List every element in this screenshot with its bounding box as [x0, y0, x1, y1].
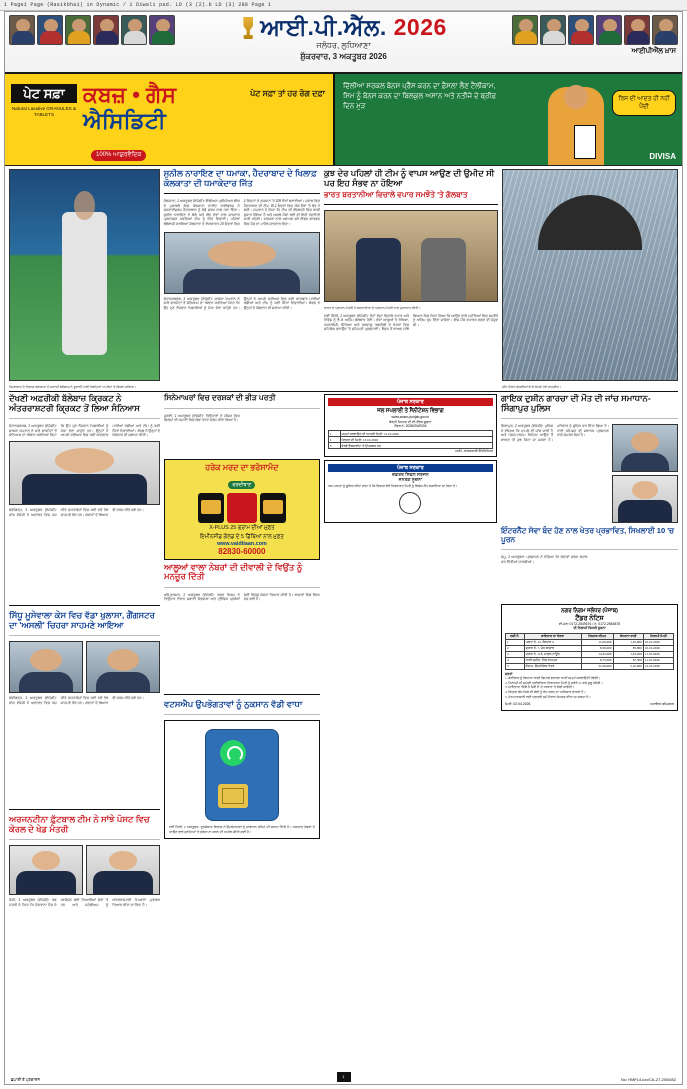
- singapore-body: ਸਿੰਗਾਪੁਰ, 2 ਅਕਤੂਬਰ (ਏਜੰਸੀ)- ਪੁਲਿਸ ਨੇ ਦੱਸਿਆ ਕਿ ਮਾਮਲੇ ਦੀ ਜਾਂਚ ਜਾਰੀ ਹੈ ਅਤੇ ਪੋਸਟਮਾਰਟਮ ਰਿਪੋਰਟ ਆਉਣ ਤੋਂ ਬਾਅਦ ਹੀ ਕੁਝ ਕਿਹਾ ਜਾ ਸਕਦਾ ਹੈ। ਪਰਿਵਾਰ ਨੂੰ ਸੂਚਿਤ ਕਰ ਦਿੱਤਾ ਗਿਆ ਹੈ। ਹਾਈ ਕਮਿਸ਼ਨ ਵੀ ਸਥਾਨਕ ਪ੍ਰਸ਼ਾਸਨ ਨਾਲ ਸੰਪਰਕ ਵਿਚ ਹੈ।: [501, 424, 609, 443]
- mid-ad-brand: ਵਰਦੀਬਾਣ: [228, 481, 255, 489]
- civil-surgeon-notice[interactable]: [324, 460, 497, 523]
- rain-photo: [502, 169, 678, 381]
- lead-photo: [9, 169, 160, 381]
- masthead-date: ਸ਼ੁੱਕਰਵਾਰ, 3 ਅਕਤੂਬਰ 2026: [300, 52, 387, 61]
- cell: 85,000: [613, 645, 643, 651]
- retirement-body-cont: ਚੰਡੀਗੜ੍ਹ, 2 ਅਕਤੂਬਰ (ਏਜੰਸੀ)- ਜਾਂਚ ਏਜੰਸੀ ਨੇ ਅਦਾਲਤ ਵਿਚ ਪੇਸ਼ ਕੀਤੇ ਦਸਤਾਵੇਜ਼ਾਂ ਵਿਚ ਕਈ ਨਵੇਂ ਤੱਥ ਸਾਹਮਣੇ ਰੱਖੇ ਹਨ। ਗਵਾਹਾਂ ਦੇ ਬਿਆਨ ਵੀ ਦਰਜ ਕੀਤੇ ਗਏ ਹਨ।: [9, 508, 144, 517]
- singapore-photo-1: [612, 424, 678, 472]
- col-header: ਜਾਇਦਾਦ ਦਾ ਵੇਰਵਾ: [524, 633, 581, 639]
- singer-story-headline: ਸਿੱਧੂ ਮੂਸੇਵਾਲਾ ਕੇਸ ਵਿਚ ਵੱਡਾ ਖੁਲਾਸਾ, ਗੈਂਗਸਟਰ ਦਾ 'ਅਸਲੀ' ਚਿਹਰਾ ਸਾਹਮਣੇ ਆਇਆ: [9, 610, 155, 630]
- page-title: [194, 14, 494, 40]
- player-mug: [93, 15, 119, 45]
- ad-logo-subtext: Natural Laxative GRANULES & TABLETS: [11, 106, 77, 117]
- singer-photo-1: [9, 641, 83, 693]
- player-mug: [37, 15, 63, 45]
- content-row-middle: [9, 394, 678, 968]
- auction-notice-signature: ਸਹਾਇਕ ਕਮਿਸ਼ਨਰ: [650, 702, 674, 707]
- ad-headline-line2: ਐਸਿਡਿਟੀ: [83, 108, 166, 133]
- ad-badge: 100% ਆਯੁਰਵੈਦਿਕ: [91, 150, 146, 161]
- cell: ਖਾਲੀ ਜ਼ਮੀਨ, ਪਿੰਡ ਰਾਮਪੁਰ: [524, 657, 581, 663]
- auction-table: [505, 633, 674, 670]
- player-mug: [568, 15, 594, 45]
- player-mug: [65, 15, 91, 45]
- term-3: 3. ਜਾਇਦਾਦ 'ਜਿੱਥੇ ਹੈ ਜਿਵੇਂ ਹੈ' ਦੇ ਆਧਾਰ 'ਤੇ ਵੇਚੀ ਜਾਵੇਗੀ।: [505, 685, 575, 690]
- cell: 11,00,000: [581, 639, 613, 645]
- cinema-body: ਮੁੰਬਈ, 2 ਅਕਤੂਬਰ (ਏਜੰਸੀ)- ਤਿਉਹਾਰਾਂ ਦੇ ਸੀਜ਼ਨ ਵਿਚ ਫ਼ਿਲਮਾਂ ਦੀ ਕਮਾਈ ਵਿਚ ਚੰਗਾ ਵਾਧਾ ਦਰਜ ਕੀਤਾ ਗਿਆ ਹੈ।: [164, 413, 240, 423]
- divider: [501, 549, 678, 550]
- cell: ਵੇਰਵੇ ਵੈੱਬਸਾਈਟ 'ਤੇ ਉਪਲਬਧ ਹਨ: [340, 443, 492, 449]
- col-header: ਰਿਜ਼ਰਵ ਕੀਮਤ: [581, 633, 613, 639]
- masthead-corner-label: ਆਈਪੀਐੱਲ ਖ਼ਾਸ: [631, 48, 676, 55]
- player-mug: [9, 15, 35, 45]
- football-headline: ਅਰਜਨਟੀਨਾ ਫ਼ੁੱਟਬਾਲ ਟੀਮ ਨੇ ਸਾਂਝੇ ਪੋਸਟ ਵਿਚ ਕੇਰਲ ਦੇ ਖੇਡ ਮੰਤਰੀ: [9, 814, 150, 834]
- column-right: [501, 394, 678, 968]
- ad-right-text: ਦਿੱਲੀਆ ਸਰਕਲ ਬੋਨਸ ਪ੍ਰੈੱਸ ਕਰਨ ਦਾ ਫ਼ੈਸਲਾ ਲੈਣ ਟੈਲੀਕਾਮ, ਸਿਮ ਨੂੰ ਬੋਨਸ ਕਰਨ ਦਾ ਬਿਲਕੁਲ ਅਸਾਨ ਅਤੇ ਨਤੀਜੇ ਦੇ ਬ੍ਰੀਫ਼ ਦਿਨ ਮੁੜ: [343, 83, 497, 110]
- cell: ਖੋਲ੍ਹਣ ਦੀ ਮਿਤੀ: 13.10.2026: [340, 437, 492, 443]
- cell: ਗੋਦਾਮ, ਉਦਯੋਗਿਕ ਖੇਤਰ: [524, 663, 581, 669]
- player-mug: [596, 15, 622, 45]
- divider: [324, 204, 498, 205]
- punjab-govt-ad-footer: ਸਹੀ/- ਕਾਰਜਕਾਰੀ ਇੰਜੀਨੀਅਰ: [455, 449, 493, 454]
- singapore-headline: ਗਾਇਕ ਦੁਸ਼ੀਨ ਗਾਰਚਾ ਦੀ ਮੌਤ ਦੀ ਜਾਂਚ ਸਮਾਧਾਨ-ਸਿੰਗਾਪੁਰ ਪੁਲਿਸ: [501, 393, 651, 413]
- ad-headline: [83, 82, 176, 134]
- internet-body: ਜੰਮੂ, 2 ਅਕਤੂਬਰ- ਪ੍ਰਸ਼ਾਸਨ ਨੇ ਦੱਸਿਆ ਕਿ ਸੇਵਾਵਾਂ ਜਲਦ ਬਹਾਲ ਕਰ ਦਿੱਤੀਆਂ ਜਾਣਗੀਆਂ।: [501, 555, 588, 564]
- diplomacy-subhead: ਭਾਰਤ ਬਰਤਾਨੀਆ ਵਿਚਾਲੇ ਵਪਾਰ ਸਮਝੌਤੇ 'ਤੇ ਗੱਲਬਾਤ: [323, 190, 468, 200]
- auction-notice-date: ਮਿਤੀ: 02.04.2026: [505, 702, 531, 707]
- ad-brand-name: DIVISA: [649, 152, 676, 161]
- divider: [9, 418, 160, 419]
- ad-speech-bubble: ਰਿਸ ਦੀ ਆਦਤ ਹੀ ਨਹੀਂ ਪੈਂਦੀ: [612, 90, 676, 116]
- footer-left: ਛਪਾਈ ਤੇ ਪ੍ਰਕਾਸ਼ਨ: [11, 1077, 40, 1082]
- cell: 1,43,200: [613, 651, 643, 657]
- cell: 67,500: [613, 657, 643, 663]
- diwali-headline: ਆਲੂਆਂ ਵਾਲਾ ਨੇਬਰਾਂ ਦੀ ਦੀਵਾਲੀ ਦੇ ਵਿਉਂਤ ਨੂੰ ਮਨਜ਼ੂਰ ਦਿੱਤੀ: [164, 561, 303, 582]
- cell: 2: [506, 645, 525, 651]
- mid-ad-products: [168, 493, 316, 523]
- divider: [501, 418, 678, 419]
- punjab-govt-ad-dept: ਜਲ ਸਪਲਾਈ ਤੇ ਸੈਨੀਟੇਸ਼ਨ ਵਿਭਾਗ: [377, 408, 444, 415]
- divider: [164, 408, 320, 409]
- singapore-photo-2: [612, 475, 678, 523]
- whatsapp-icon: [220, 740, 246, 766]
- diplomacy-photo: [324, 210, 498, 302]
- civil-surgeon-line2: ਜਨਤਕ ਸੂਚਨਾ: [398, 477, 423, 483]
- rain-photo-caption: ਮੀਂਹ ਦੌਰਾਨ ਛੱਤਰੀਆਂ ਲੈ ਕੇ ਲੰਘਦੇ ਹੋਏ ਰਾਹਗੀਰ।: [502, 385, 561, 389]
- mid-ad-price-line: X-PLUS 25 ਗ੍ਰਾਮ ਦੀਆਂ ਮੁਫ਼ਤ: [209, 524, 275, 531]
- auction-notice-subhead: ਦੀ ਨਿਲਾਮੀ ਵਿਕਰੀ ਸੂਚਨਾ: [573, 626, 606, 631]
- cell: 21,00,000: [581, 663, 613, 669]
- punjab-govt-ad-title: ਪੰਜਾਬ ਸਰਕਾਰ: [328, 398, 493, 406]
- player-mug: [540, 15, 566, 45]
- retirement-headline: ਦੱਖਣੀ ਅਫ਼ਰੀਕੀ ਬੱਲੇਬਾਜ਼ ਕ੍ਰਿਕਟ ਨੇ ਅੰਤਰਰਾਸ਼ਟਰੀ ਕ੍ਰਿਕਟ ਤੋਂ ਲਿਆ ਸੰਨਿਆਸ: [9, 393, 140, 413]
- whatsapp-headline: ਵਟਸਐਪ ਉਪਭੋਗਤਾਵਾਂ ਨੂੰ ਨੁਕਸਾਨ ਵੱਡੀ ਵਾਧਾ: [164, 698, 303, 709]
- cell: 10.10.2026: [643, 645, 673, 651]
- cell: 8,50,000: [581, 645, 613, 651]
- trophy-icon: [240, 17, 256, 39]
- player-mug: [512, 15, 538, 45]
- term-4: 4. ਵਿਭਾਗ ਕੋਲ ਕਿਸੇ ਵੀ ਬੋਲੀ ਨੂੰ ਰੱਦ ਕਰਨ ਦਾ ਅਧਿਕਾਰ ਰਾਖਵਾਂ ਹੈ।: [505, 690, 586, 695]
- player-mug: [624, 15, 650, 45]
- ad-side-text: ਪੇਟ ਸਫ਼ਾ ਤਾਂ ਹਰ ਰੋਗ ਦਫ਼ਾ: [250, 89, 325, 98]
- mid-ad-website[interactable]: www.vaidtiaan.com: [216, 540, 267, 547]
- auction-notice[interactable]: [501, 604, 678, 711]
- singer-story-body: ਚੰਡੀਗੜ੍ਹ, 2 ਅਕਤੂਬਰ (ਏਜੰਸੀ)- ਜਾਂਚ ਏਜੰਸੀ ਨੇ ਅਦਾਲਤ ਵਿਚ ਪੇਸ਼ ਕੀਤੇ ਦਸਤਾਵੇਜ਼ਾਂ ਵਿਚ ਕਈ ਨਵੇਂ ਤੱਥ ਸਾਹਮਣੇ ਰੱਖੇ ਹਨ। ਗਵਾਹਾਂ ਦੇ ਬਿਆਨ ਵੀ ਦਰਜ ਕੀਤੇ ਗਏ ਹਨ।: [9, 696, 144, 705]
- footer-right: No: HMFL/Lion/CA-27-2005/82: [620, 1077, 676, 1082]
- column-sport-story: [164, 169, 320, 389]
- column-diplomacy: [324, 169, 498, 389]
- football-photo-2: [86, 845, 160, 895]
- terms-title: ਸ਼ਰਤਾਂ: [505, 671, 513, 676]
- cell: 2: [328, 437, 340, 443]
- player-mug: [121, 15, 147, 45]
- cell: 1: [328, 431, 340, 437]
- player-mug-strip-right: [512, 15, 678, 45]
- auction-notice-ref: ਨਗਰ ਨਿਗਮ ਜਲੰਧਰ (ਪੰਜਾਬ): [561, 608, 618, 615]
- tender-mini-table: [328, 430, 493, 449]
- cell: 1: [506, 639, 525, 645]
- product-jar: [198, 493, 224, 523]
- punjab-govt-ad[interactable]: [324, 394, 497, 457]
- term-2: 2. ਨਿਲਾਮੀ ਦੀ ਸਮੁੱਚੀ ਪ੍ਰਕਿਰਿਆ ਨਿਰਧਾਰਤ ਮਿਤੀ ਨੂੰ ਸਵੇਰੇ 11 ਵਜੇ ਸ਼ੁਰੂ ਹੋਵੇਗੀ।: [505, 680, 603, 685]
- print-header-bar: 1 Page1 Page (Rasikbhai) in Dynamic / 1 Diwali pad. LD (3 (2).b LD (3) 288 Page 1: [0, 0, 687, 11]
- sim-card-graphic: [205, 729, 279, 821]
- col-header: ਬਿਆਨਾ ਰਾਸ਼ੀ: [613, 633, 643, 639]
- diwali-body: ਅੰਮ੍ਰਿਤਸਰ, 2 ਅਕਤੂਬਰ (ਏਜੰਸੀ)- ਨਗਰ ਨਿਗਮ ਨੇ ਤਿਉਹਾਰ ਦੌਰਾਨ ਸਫ਼ਾਈ ਵਿਵਸਥਾ ਅਤੇ ਟ੍ਰੈਫਿਕ ਪ੍ਰਬੰਧਾਂ ਲਈ ਵਿਸ਼ੇਸ਼ ਯੋਜਨਾ ਤਿਆਰ ਕੀਤੀ ਹੈ। ਬਾਜ਼ਾਰਾਂ ਵਿਚ ਰੌਣਕ ਵਧ ਗਈ ਹੈ।: [164, 592, 320, 602]
- column-retirement: [9, 394, 160, 968]
- punjab-govt-ad-email[interactable]: www.swsm.punjab.gov.in: [391, 415, 430, 420]
- civil-surgeon-line1: ਦਫ਼ਤਰ ਸਿਵਲ ਸਰਜਨ: [392, 472, 429, 478]
- top-advertisement[interactable]: [5, 74, 682, 166]
- civil-surgeon-title: ਪੰਜਾਬ ਸਰਕਾਰ: [328, 464, 493, 472]
- product-jar: [260, 493, 286, 523]
- cell: 2,10,000: [613, 663, 643, 669]
- term-1: 1. ਬੋਲੀਕਾਰ ਨੂੰ ਬਿਆਨਾ ਰਾਸ਼ੀ ਡਿਮਾਂਡ ਡਰਾਫਟ ਰਾਹੀਂ ਜਮ੍ਹਾਂ ਕਰਵਾਉਣੀ ਹੋਵੇਗੀ।: [505, 676, 601, 681]
- sport-player-photo: [164, 232, 320, 294]
- singer-photo-2: [86, 641, 160, 693]
- sport-story-headline: ਸੁਨੀਲ ਨਾਰਾਇਣ ਦਾ ਧਮਾਕਾ, ਹੈਦਰਾਬਾਦ ਦੇ ਖਿਲਾਫ਼ ਕੋਲਕਾਤਾ ਦੀ ਧਮਾਕੇਦਾਰ ਜਿੱਤ: [163, 168, 317, 188]
- ad-product-pack: [574, 125, 596, 159]
- cell: 4: [506, 657, 525, 663]
- sport-story-body-cont: ਜੋਹਾਨਸਬਰਗ, 2 ਅਕਤੂਬਰ (ਏਜੰਸੀ)- ਸਾਬਕਾ ਕਪਤਾਨ ਨੇ ਸਾਰੇ ਫਾਰਮੈਟਾਂ ਤੋਂ ਸੰਨਿਆਸ ਦਾ ਐਲਾਨ ਕਰਦਿਆਂ ਕਿਹਾ ਕਿ ਉਹ ਹੁਣ ਨੌਜਵਾਨ ਖਿਡਾਰੀਆਂ ਨੂੰ ਮੌਕਾ ਦੇਣਾ ਚਾਹੁੰਦੇ ਹਨ। ਉਨ੍ਹਾਂ ਨੇ ਆਪਣੇ ਕਰੀਅਰ ਵਿਚ ਕਈ ਯਾਦਗਾਰ ਪਾਰੀਆਂ ਖੇਡੀਆਂ ਅਤੇ ਟੀਮ ਨੂੰ ਕਈ ਜਿੱਤਾਂ ਦਿਵਾਈਆਂ। ਬੋਰਡ ਨੇ ਉਨ੍ਹਾਂ ਦੇ ਯੋਗਦਾਨ ਦੀ ਸ਼ਲਾਘਾ ਕੀਤੀ।: [163, 296, 320, 310]
- diplomacy-body: ਨਵੀਂ ਦਿੱਲੀ, 2 ਅਕਤੂਬਰ (ਏਜੰਸੀ)- ਦੋਹਾਂ ਦੇਸ਼ਾਂ ਵਿਚਾਲੇ ਵਪਾਰ ਅਤੇ ਨਿਵੇਸ਼ ਨੂੰ ਲੈ ਕੇ ਅਹਿਮ ਗੱਲਬਾਤ ਹੋਈ। ਦੋਵਾਂ ਆਗੂਆਂ ਨੇ ਰੱਖਿਆ, ਤਕਨਾਲੋਜੀ, ਸਿੱਖਿਆ ਅਤੇ ਜਲਵਾਯੂ ਤਬਦੀਲੀ ਦੇ ਖੇਤਰਾਂ ਵਿਚ ਸਹਿਯੋਗ ਵਧਾਉਣ 'ਤੇ ਸਹਿਮਤੀ ਪ੍ਰਗਟਾਈ। ਬੈਠਕ ਤੋਂ ਬਾਅਦ ਸਾਂਝੇ ਬਿਆਨ ਵਿਚ ਕਿਹਾ ਗਿਆ ਕਿ ਆਉਣ ਵਾਲੇ ਮਹੀਨਿਆਂ ਵਿਚ ਸਮਝੌਤੇ ਨੂੰ ਅੰਤਿਮ ਰੂਪ ਦਿੱਤਾ ਜਾਵੇਗਾ। ਇਸ ਮੌਕੇ ਵਪਾਰਕ ਵਫ਼ਦ ਵੀ ਮੌਜੂਦ ਸੀ।: [323, 313, 499, 332]
- col-header: ਨਿਲਾਮੀ ਮਿਤੀ: [643, 633, 673, 639]
- sport-story-body: ਕੋਲਕਾਤਾ, 2 ਅਕਤੂਬਰ (ਏਜੰਸੀ)- ਇੰਡੀਅਨ ਪ੍ਰੀਮੀਅਰ ਲੀਗ ਦੇ ਮੁਕਾਬਲੇ ਵਿਚ ਕੋਲਕਾਤਾ ਨਾਈਟ ਰਾਈਡਰਜ਼ ਨੇ ਸਨਰਾਈਜ਼ਰਜ਼ ਹੈਦਰਾਬਾਦ ਨੂੰ ਵੱਡੇ ਫ਼ਰਕ ਨਾਲ ਹਰਾ ਦਿੱਤਾ। ਸੁਨੀਲ ਨਾਰਾਇਣ ਨੇ ਬੱਲੇ ਅਤੇ ਗੇਂਦ ਦੋਵਾਂ ਨਾਲ ਸ਼ਾਨਦਾਰ ਪ੍ਰਦਰਸ਼ਨ ਕਰਦਿਆਂ ਟੀਮ ਨੂੰ ਜਿੱਤ ਦਿਵਾਈ। ਪਹਿਲਾਂ ਬੱਲੇਬਾਜ਼ੀ ਕਰਦਿਆਂ ਕੋਲਕਾਤਾ ਨੇ ਨਿਰਧਾਰਤ 20 ਓਵਰਾਂ ਵਿਚ 4 ਵਿਕਟਾਂ ਦੇ ਨੁਕਸਾਨ 'ਤੇ 208 ਦੌੜਾਂ ਬਣਾਈਆਂ। ਜਵਾਬ ਵਿਚ ਹੈਦਰਾਬਾਦ ਦੀ ਟੀਮ 18.2 ਓਵਰਾਂ ਵਿਚ 164 ਦੌੜਾਂ 'ਤੇ ਢੇਰ ਹੋ ਗਈ। ਕਪਤਾਨ ਨੇ ਕਿਹਾ ਕਿ ਟੀਮ ਦੀ ਗੇਂਦਬਾਜ਼ੀ ਵਿਚ ਕਾਫ਼ੀ ਸੁਧਾਰ ਹੋਇਆ ਹੈ ਅਤੇ ਅਗਲੇ ਮੈਚਾਂ ਲਈ ਵੀ ਇਹੀ ਰਣਨੀਤੀ ਜਾਰੀ ਰਹੇਗੀ। ਦਰਸ਼ਕਾਂ ਨਾਲ ਖਚਾਖਚ ਭਰੇ ਈਡਨ ਗਾਰਡਨ ਵਿਚ ਮੈਚ ਦਾ ਮਾਹੌਲ ਸ਼ਾਨਦਾਰ ਰਿਹਾ।: [163, 199, 320, 226]
- col-header: ਲੜੀ ਨੰ.: [506, 633, 525, 639]
- ad-logo: [11, 84, 77, 118]
- column-notices: [324, 394, 497, 968]
- sim-chip-icon: [218, 784, 248, 808]
- cell: ਦੁਕਾਨ ਨੰ. 7, ਮੇਨ ਬਾਜ਼ਾਰ: [524, 645, 581, 651]
- page-folio: 1: [337, 1072, 351, 1082]
- column-rain-photo: [502, 169, 678, 389]
- cell: 11.10.2026: [643, 651, 673, 657]
- diplomacy-headline: ਕੁਝ ਦੇਰ ਪਹਿਲਾਂ ਹੀ ਟੀਮ ਨੂੰ ਵਾਪਸ ਆਉਣ ਦੀ ਉਮੀਦ ਸੀ ਪਰ ਇਹ ਸੰਭਵ ਨਾ ਹੋਇਆ: [323, 168, 495, 188]
- cell: 10.10.2026: [643, 639, 673, 645]
- divider: [164, 193, 320, 194]
- player-mug-strip-left: [9, 15, 175, 45]
- masthead: [5, 12, 682, 74]
- official-seal-icon: [399, 492, 421, 514]
- column-lead-photo: [9, 169, 160, 389]
- divider: [9, 635, 160, 636]
- divider: [9, 809, 160, 810]
- divider: [9, 605, 160, 606]
- masthead-center: [194, 14, 494, 62]
- product-pack: [227, 493, 257, 523]
- column-cinema: [164, 394, 320, 968]
- punjab-govt-ad-tender-id: ਟੈਂਡਰ ਨੰ. 2026/SWS/04: [394, 424, 427, 429]
- player-mug: [149, 15, 175, 45]
- cell: 5: [506, 663, 525, 669]
- internet-headline: ਇੰਟਰਨੈੱਟ ਸੇਵਾ ਬੰਦ ਹੋਣ ਨਾਲ ਖੇਤਰ ਪ੍ਰਭਾਵਿਤ, ਸਿਖਲਾਈ 10 'ਚ ਪੂਰਨ: [501, 526, 675, 544]
- divider: [9, 839, 160, 840]
- cell: 1,10,000: [613, 639, 643, 645]
- term-5: 5. ਹੋਰ ਜਾਣਕਾਰੀ ਲਈ ਦਫ਼ਤਰੀ ਸਮੇਂ ਦੌਰਾਨ ਸੰਪਰਕ ਕੀਤਾ ਜਾ ਸਕਦਾ ਹੈ।: [505, 694, 591, 699]
- football-photos: [9, 845, 160, 895]
- retirement-body: ਜੋਹਾਨਸਬਰਗ, 2 ਅਕਤੂਬਰ (ਏਜੰਸੀ)- ਸਾਬਕਾ ਕਪਤਾਨ ਨੇ ਸਾਰੇ ਫਾਰਮੈਟਾਂ ਤੋਂ ਸੰਨਿਆਸ ਦਾ ਐਲਾਨ ਕਰਦਿਆਂ ਕਿਹਾ ਕਿ ਉਹ ਹੁਣ ਨੌਜਵਾਨ ਖਿਡਾਰੀਆਂ ਨੂੰ ਮੌਕਾ ਦੇਣਾ ਚਾਹੁੰਦੇ ਹਨ। ਉਨ੍ਹਾਂ ਨੇ ਆਪਣੇ ਕਰੀਅਰ ਵਿਚ ਕਈ ਯਾਦਗਾਰ ਪਾਰੀਆਂ ਖੇਡੀਆਂ ਅਤੇ ਟੀਮ ਨੂੰ ਕਈ ਜਿੱਤਾਂ ਦਿਵਾਈਆਂ। ਬੋਰਡ ਨੇ ਉਨ੍ਹਾਂ ਦੇ ਯੋਗਦਾਨ ਦੀ ਸ਼ਲਾਘਾ ਕੀਤੀ।: [9, 424, 160, 438]
- divider: [164, 694, 320, 695]
- football-body: ਕੋਚੀ, 2 ਅਕਤੂਬਰ (ਏਜੰਸੀ)- ਖੇਡ ਮੰਤਰੀ ਨੇ ਕਿਹਾ ਕਿ ਦੋਸਤਾਨਾ ਮੈਚ ਦੇ ਆਯੋਜਨ ਲਈ ਤਿਆਰੀਆਂ ਜ਼ੋਰਾਂ 'ਤੇ ਹਨ ਅਤੇ ਸਟੇਡੀਅਮ ਨੂੰ ਅੰਤਰਰਾਸ਼ਟਰੀ ਮਿਆਰਾਂ ਮੁਤਾਬਕ ਤਿਆਰ ਕੀਤਾ ਜਾ ਰਿਹਾ ਹੈ।: [9, 898, 160, 907]
- punjab-govt-ad-notice: ਥੋੜ੍ਹੀ ਮਿਆਦ ਦੀ ਈ-ਟੈਂਡਰ ਸੂਚਨਾ: [389, 419, 432, 424]
- divider: [164, 714, 320, 715]
- ad-headline-line1: ਕਬਜ਼ • ਗੈਸ: [83, 82, 176, 107]
- mid-ad-offer-line: ਇਮੀਨਸੀਡ ਗੋਲਡ ਦੇ 5 ਡਿੱਬਿਆਂ ਨਾਲ ਮੁਫ਼ਤ: [200, 533, 284, 540]
- civil-surgeon-body: ਆਮ ਜਨਤਾ ਨੂੰ ਸੂਚਿਤ ਕੀਤਾ ਜਾਂਦਾ ਹੈ ਕਿ ਵਿਭਾਗ ਵੱਲੋਂ ਨਿਰਧਾਰਤ ਮਿਤੀ ਨੂੰ ਵਿਸ਼ੇਸ਼ ਕੈਂਪ ਲਗਾਇਆ ਜਾ ਰਿਹਾ ਹੈ।: [327, 484, 458, 489]
- cell: 11.10.2026: [643, 657, 673, 663]
- cell: ਪਲਾਟ ਨੰ. 12, ਸੈਕਟਰ 4: [524, 639, 581, 645]
- cell: 3: [506, 651, 525, 657]
- cell: 14,32,000: [581, 651, 613, 657]
- mid-ad-title: ਹਰੇਕ ਮਰਦ ਦਾ ਭਰੋਸਾਮੰਦ: [205, 462, 279, 472]
- ad-logo-text: ਪੇਟ ਸਫ਼ਾ: [11, 84, 77, 103]
- ad-right-panel: [335, 74, 682, 165]
- cell: 6,75,000: [581, 657, 613, 663]
- mid-advertisement[interactable]: [164, 459, 320, 560]
- ad-left-panel: [5, 74, 335, 165]
- page-content: [5, 166, 682, 971]
- sim-advertisement[interactable]: [164, 720, 320, 839]
- singer-photos: [9, 641, 160, 693]
- divider: [164, 587, 320, 588]
- football-photo-1: [9, 845, 83, 895]
- cell: ਮਕਾਨ ਨੰ. 118, ਮਾਡਲ ਟਾਊਨ: [524, 651, 581, 657]
- auction-notice-title: ਟੈਂਡਰ ਨੋਟਿਸ: [575, 615, 604, 623]
- diplomacy-photo-caption: ਭਾਰਤ ਦੇ ਪ੍ਰਧਾਨ ਮੰਤਰੀ ਨੇ ਬਰਤਾਨੀਆ ਦੇ ਪ੍ਰਧਾਨ ਮੰਤਰੀ ਨਾਲ ਮੁਲਾਕਾਤ ਕੀਤੀ।: [323, 306, 421, 311]
- retirement-photo: [9, 441, 160, 505]
- player-mug: [652, 15, 678, 45]
- masthead-subtitle: ਜਲੰਧਰ, ਲੁਧਿਆਣਾ: [316, 41, 371, 50]
- whatsapp-body: ਨਵੀਂ ਦਿੱਲੀ, 2 ਅਕਤੂਬਰ- ਦੂਰਸੰਚਾਰ ਵਿਭਾਗ ਨੇ ਉਪਭੋਗਤਾਵਾਂ ਨੂੰ ਸਾਵਧਾਨ ਰਹਿਣ ਦੀ ਸਲਾਹ ਦਿੱਤੀ ਹੈ। ਅਣਜਾਣ ਨੰਬਰਾਂ ਤੋਂ ਆਉਣ ਵਾਲੇ ਸੁਨੇਹਿਆਂ 'ਤੇ ਭਰੋਸਾ ਨਾ ਕਰਨ ਦੀ ਅਪੀਲ ਕੀਤੀ ਗਈ ਹੈ।: [169, 825, 315, 834]
- cell: 3: [328, 443, 340, 449]
- cell: ਜਮ੍ਹਾਂ ਕਰਵਾਉਣ ਦੀ ਆਖ਼ਰੀ ਮਿਤੀ: 12.10.2026: [340, 431, 492, 437]
- auction-notice-ref2: ਈ-ਮੇਲ: 0172-2549191 / ਨੋ. 0172-2554875: [558, 622, 621, 627]
- masthead-title-main: ਆਈ.ਪੀ.ਐੱਲ.: [260, 14, 387, 40]
- cell: 12.10.2026: [643, 663, 673, 669]
- lead-photo-caption: ਹੈਦਰਾਬਾਦ ਦੇ ਖਿਲਾਫ਼ ਕੋਲਕਾਤਾ ਦੇ ਸਲਾਮੀ ਬੱਲੇਬਾਜ਼ ਨੇ ਤੂਫਾਨੀ ਪਾਰੀ ਖੇਡਦਿਆਂ 55 ਗੇਂਦਾਂ 'ਤੇ ਸੈਂਕੜਾ ਜੜਿਆ।: [9, 385, 137, 389]
- mid-ad-phone[interactable]: 82830-60000: [218, 546, 266, 556]
- cinema-headline: ਸਿਨੇਮਾਘਰਾਂ ਵਿਚ ਦਰਸ਼ਕਾਂ ਦੀ ਭੀੜ ਪਰਤੀ: [164, 393, 276, 403]
- table-row: [506, 663, 674, 669]
- newspaper-sheet: [4, 11, 683, 1085]
- masthead-title-year: 2026: [393, 14, 447, 40]
- content-row-top: [9, 169, 678, 389]
